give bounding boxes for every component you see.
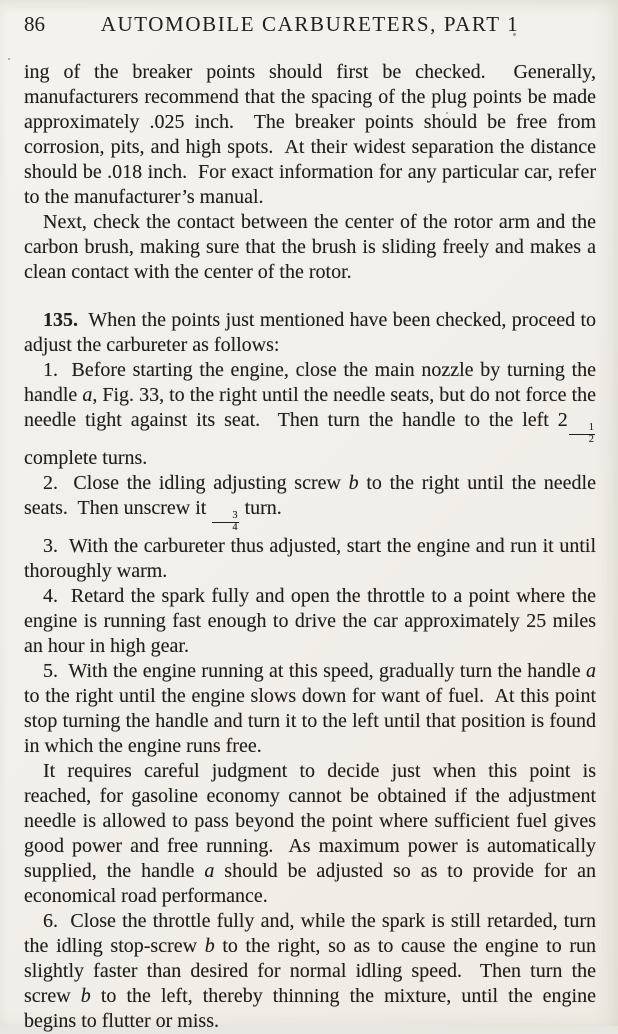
scan-speck	[513, 33, 516, 36]
para-rotor-contact	[24, 210, 596, 285]
para-section-135	[24, 308, 596, 358]
para-step-2	[24, 471, 596, 534]
para-step-4	[24, 584, 596, 659]
stacked-fraction: $\frac{1}{2}$	[569, 423, 595, 446]
para-breaker-points	[24, 60, 596, 210]
scan-speck	[8, 58, 10, 60]
variable-ref: b	[204, 934, 215, 957]
para-careful-judgment	[24, 759, 596, 909]
text-run: , Fig. 33, to the right until the needle seats, but do not force the needle tight against its seat. Then turn the handle to the left 2	[24, 384, 596, 431]
variable-ref: a	[204, 859, 215, 882]
text-run: should be adjusted so as to provide for an economical road performance.	[24, 859, 596, 907]
stacked-fraction: $\frac{3}{4}$	[212, 511, 238, 534]
para-step-3	[24, 534, 596, 584]
variable-ref: b	[348, 471, 359, 494]
text-run: 6. Close the throttle fully and, while the spark is still retarded, turn the idling stop-screw	[24, 909, 596, 957]
text-run: turn.	[239, 496, 282, 519]
section-number: 135.	[43, 309, 78, 331]
text-run: to the right until the engine slows down for want of fuel. At this point stop turning the handle and turn it to the left until that position is found in which the engine runs free.	[24, 684, 596, 757]
text-run: 5. With the engine running at this speed, gradually turn the handle	[43, 659, 586, 682]
scan-speck	[446, 112, 448, 114]
page-header	[24, 10, 596, 44]
page-number: 86	[24, 12, 45, 36]
variable-ref: a	[82, 384, 93, 406]
page-title: AUTOMOBILE CARBURETERS, PART 1	[100, 12, 520, 36]
para-step-5	[24, 659, 596, 759]
text-run: 2. Close the idling adjusting screw	[43, 471, 349, 494]
text-run: to the right, so as to cause the engine to run slightly faster than desired for normal idling speed. Then turn the screw	[24, 934, 596, 1007]
variable-ref: a	[586, 659, 596, 682]
text-run: 1. Before starting the engine, close the main nozzle by turning the handle	[24, 359, 596, 406]
text-run: ing of the breaker points should first be checked. Generally, manufacturers recommend that the spacing of the plug points be made approximately .025 inch. The breaker points should be free from corrosion, pits, and high spots. At their widest separation the distance should be .018 inch. For exact information for any particular car, refer to the manufacturer’s manual.	[24, 61, 596, 208]
variable-ref: b	[80, 984, 91, 1007]
text-run: to the left, thereby thinning the mixture, until the engine begins to flutter or miss.	[24, 984, 596, 1032]
text-run: When the points just mentioned have been checked, proceed to adjust the carbureter as follows:	[24, 309, 596, 356]
para-step-1	[24, 358, 596, 471]
text-run: Next, check the contact between the center of the rotor arm and the carbon brush, making sure that the brush is sliding freely and makes a clean contact with the center of the rotor.	[24, 211, 596, 283]
text-run: 3. With the carbureter thus adjusted, start the engine and run it until thoroughly warm.	[24, 534, 596, 582]
text-run: It requires careful judgment to decide just when this point is reached, for gasoline economy cannot be obtained if the adjustment needle is allowed to pass beyond the point where sufficient fuel gives good power and free running. As maximum power is automatically supplied, the handle	[24, 759, 596, 882]
page-body	[24, 60, 596, 1034]
text-run: complete turns.	[24, 446, 148, 469]
para-step-6	[24, 909, 596, 1034]
text-run: 4. Retard the spark fully and open the throttle to a point where the engine is running fast enough to drive the car approximately 25 miles an hour in high gear.	[24, 584, 596, 657]
text-run: to the right until the needle seats. Then unscrew it	[24, 471, 596, 519]
